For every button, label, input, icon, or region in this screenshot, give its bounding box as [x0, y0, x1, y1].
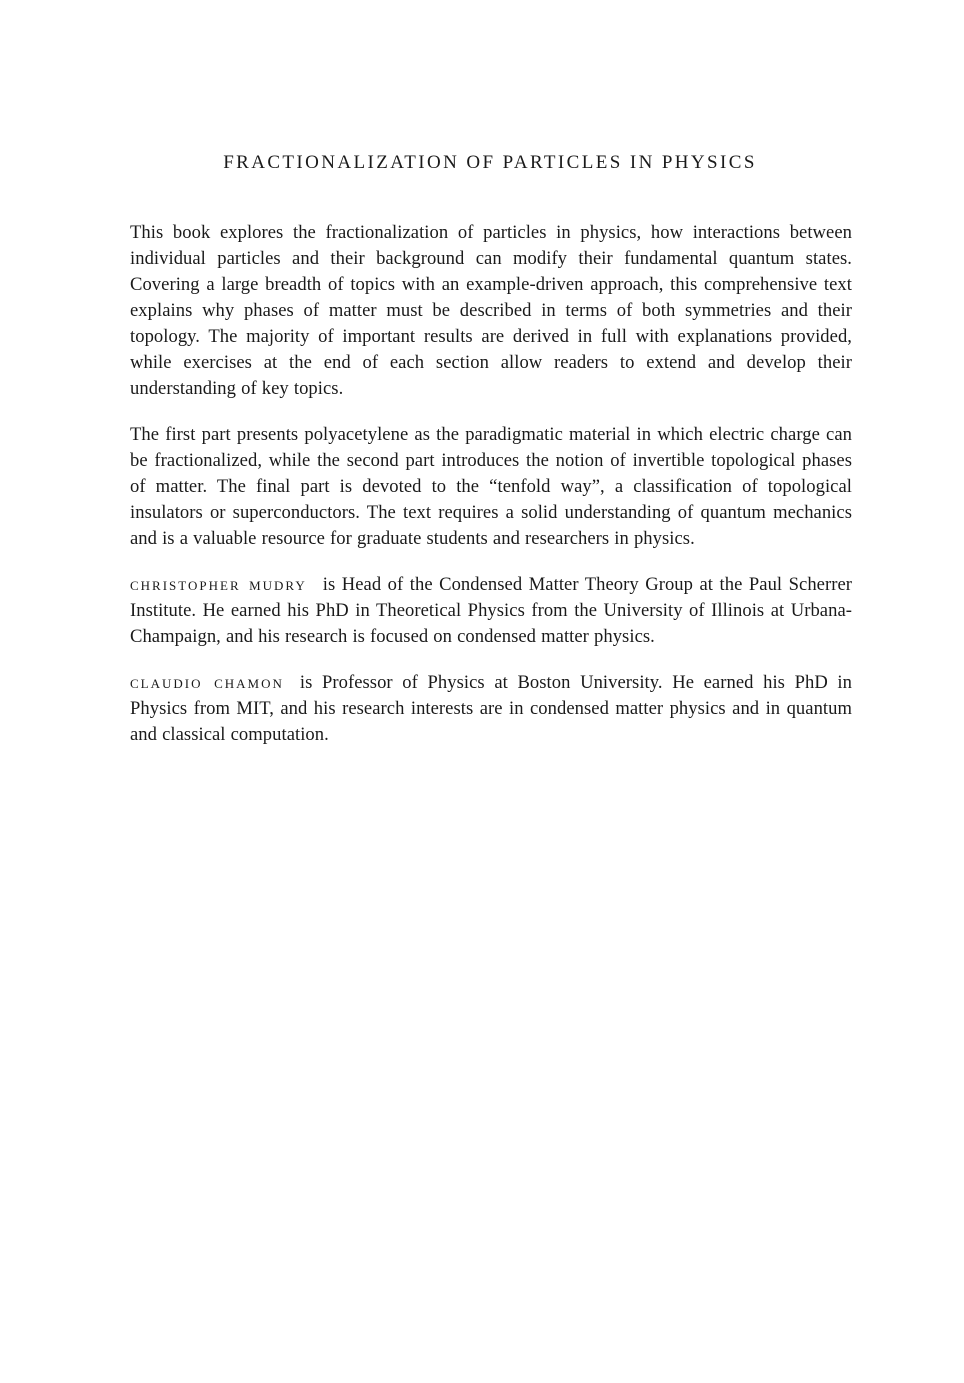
author-name: claudio chamon [130, 672, 284, 693]
description-paragraph-1: This book explores the fractionalization of particles in physics, how interactions between individual particles and their background can modify their fundamental quantum states. Covering a large breadth of topics with an example-driven approach, this comprehensive text explains why phases of matter must be described in terms of both symmetries and their topology. The majority of important results are derived in full with explanations provided, while exercises at the end of each section allow readers to extend and develop their understanding of key topics. [130, 222, 852, 399]
author-name: christopher mudry [130, 574, 307, 595]
description-paragraph-2: The first part presents polyacetylene as the paradigmatic material in which electric charge can be fractionalized, while the second part introduces the notion of invertible topological phases of matter. The final part is devoted to the “tenfold way”, a classification of topological insulators or superconductors. The text requires a solid understanding of quantum mechanics and is a valuable resource for graduate students and researchers in physics. [130, 424, 852, 549]
author-bio-text: is Professor of Physics at Boston University. He earned his PhD in Physics from MIT, and his research interests are in condensed matter physics and in quantum and classical computation. [130, 672, 852, 745]
author-bio-2 [130, 670, 852, 748]
author-bio-text: is Head of the Condensed Matter Theory Group at the Paul Scherrer Institute. He earned his PhD in Theoretical Physics from the University of Illinois at Urbana-Champaign, and his research is focused on condensed matter physics. [130, 574, 852, 647]
author-bio-1 [130, 572, 852, 650]
page-title: FRACTIONALIZATION OF PARTICLES IN PHYSICS [223, 152, 757, 173]
page-body [130, 220, 852, 768]
